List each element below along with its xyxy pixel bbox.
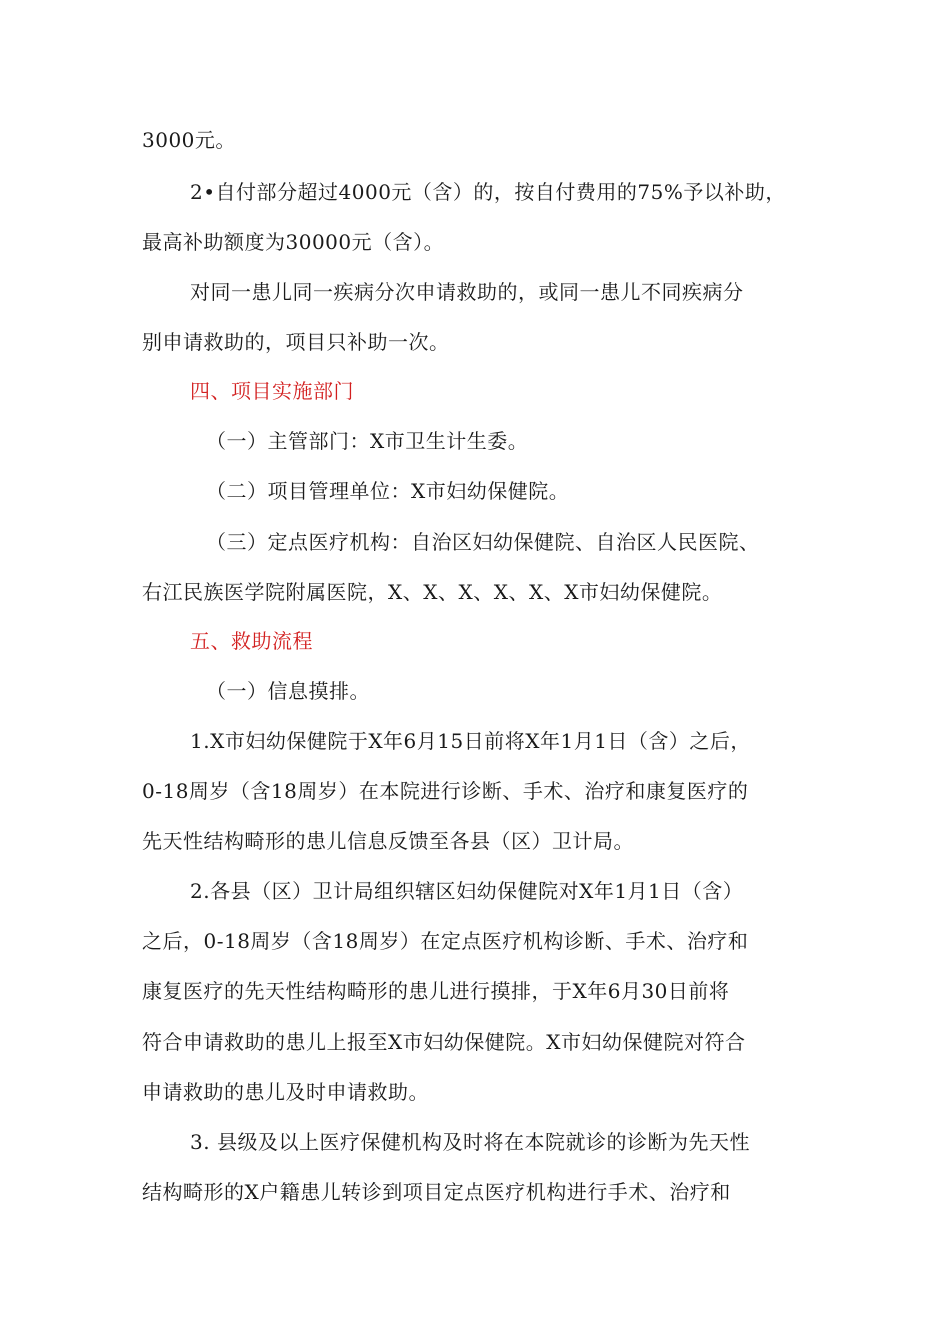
section-heading-5: 五、救助流程 bbox=[190, 629, 313, 653]
body-line-1: 3000元。 bbox=[142, 128, 236, 152]
body-line-18: 康复医疗的先天性结构畸形的患儿进行摸排，于X年6月30日前将 bbox=[142, 979, 730, 1003]
body-line-5: 别申请救助的，项目只补助一次。 bbox=[142, 330, 450, 354]
body-line-12: （一）信息摸排。 bbox=[206, 679, 370, 703]
body-line-17: 之后，0-18周岁（含18周岁）在定点医疗机构诊断、手术、治疗和 bbox=[142, 929, 749, 953]
body-line-9: （三）定点医疗机构：自治区妇幼保健院、自治区人民医院、 bbox=[206, 530, 760, 554]
body-line-2: 2•自付部分超过4000元（含）的，按自付费用的75%予以补助， bbox=[190, 180, 786, 204]
body-line-15: 先天性结构畸形的患儿信息反馈至各县（区）卫计局。 bbox=[142, 829, 634, 853]
body-line-13: 1.X市妇幼保健院于X年6月15日前将X年1月1日（含）之后， bbox=[190, 729, 751, 753]
body-line-7: （一）主管部门：X市卫生计生委。 bbox=[206, 429, 529, 453]
body-line-21: 3. 县级及以上医疗保健机构及时将在本院就诊的诊断为先天性 bbox=[190, 1130, 750, 1154]
body-line-19: 符合申请救助的患儿上报至X市妇幼保健院。X市妇幼保健院对符合 bbox=[142, 1030, 746, 1054]
body-line-20: 申请救助的患儿及时申请救助。 bbox=[142, 1080, 429, 1104]
body-line-10: 右江民族医学院附属医院，X、X、X、X、X、X市妇幼保健院。 bbox=[142, 580, 723, 604]
body-line-16: 2.各县（区）卫计局组织辖区妇幼保健院对X年1月1日（含） bbox=[190, 879, 744, 903]
body-line-3: 最高补助额度为30000元（含）。 bbox=[142, 230, 445, 254]
section-heading-4: 四、项目实施部门 bbox=[190, 379, 354, 403]
body-line-4: 对同一患儿同一疾病分次申请救助的，或同一患儿不同疾病分 bbox=[190, 280, 744, 304]
body-line-14: 0-18周岁（含18周岁）在本院进行诊断、手术、治疗和康复医疗的 bbox=[142, 779, 749, 803]
body-line-22: 结构畸形的X户籍患儿转诊到项目定点医疗机构进行手术、治疗和 bbox=[142, 1180, 731, 1204]
body-line-8: （二）项目管理单位：X市妇幼保健院。 bbox=[206, 479, 570, 503]
